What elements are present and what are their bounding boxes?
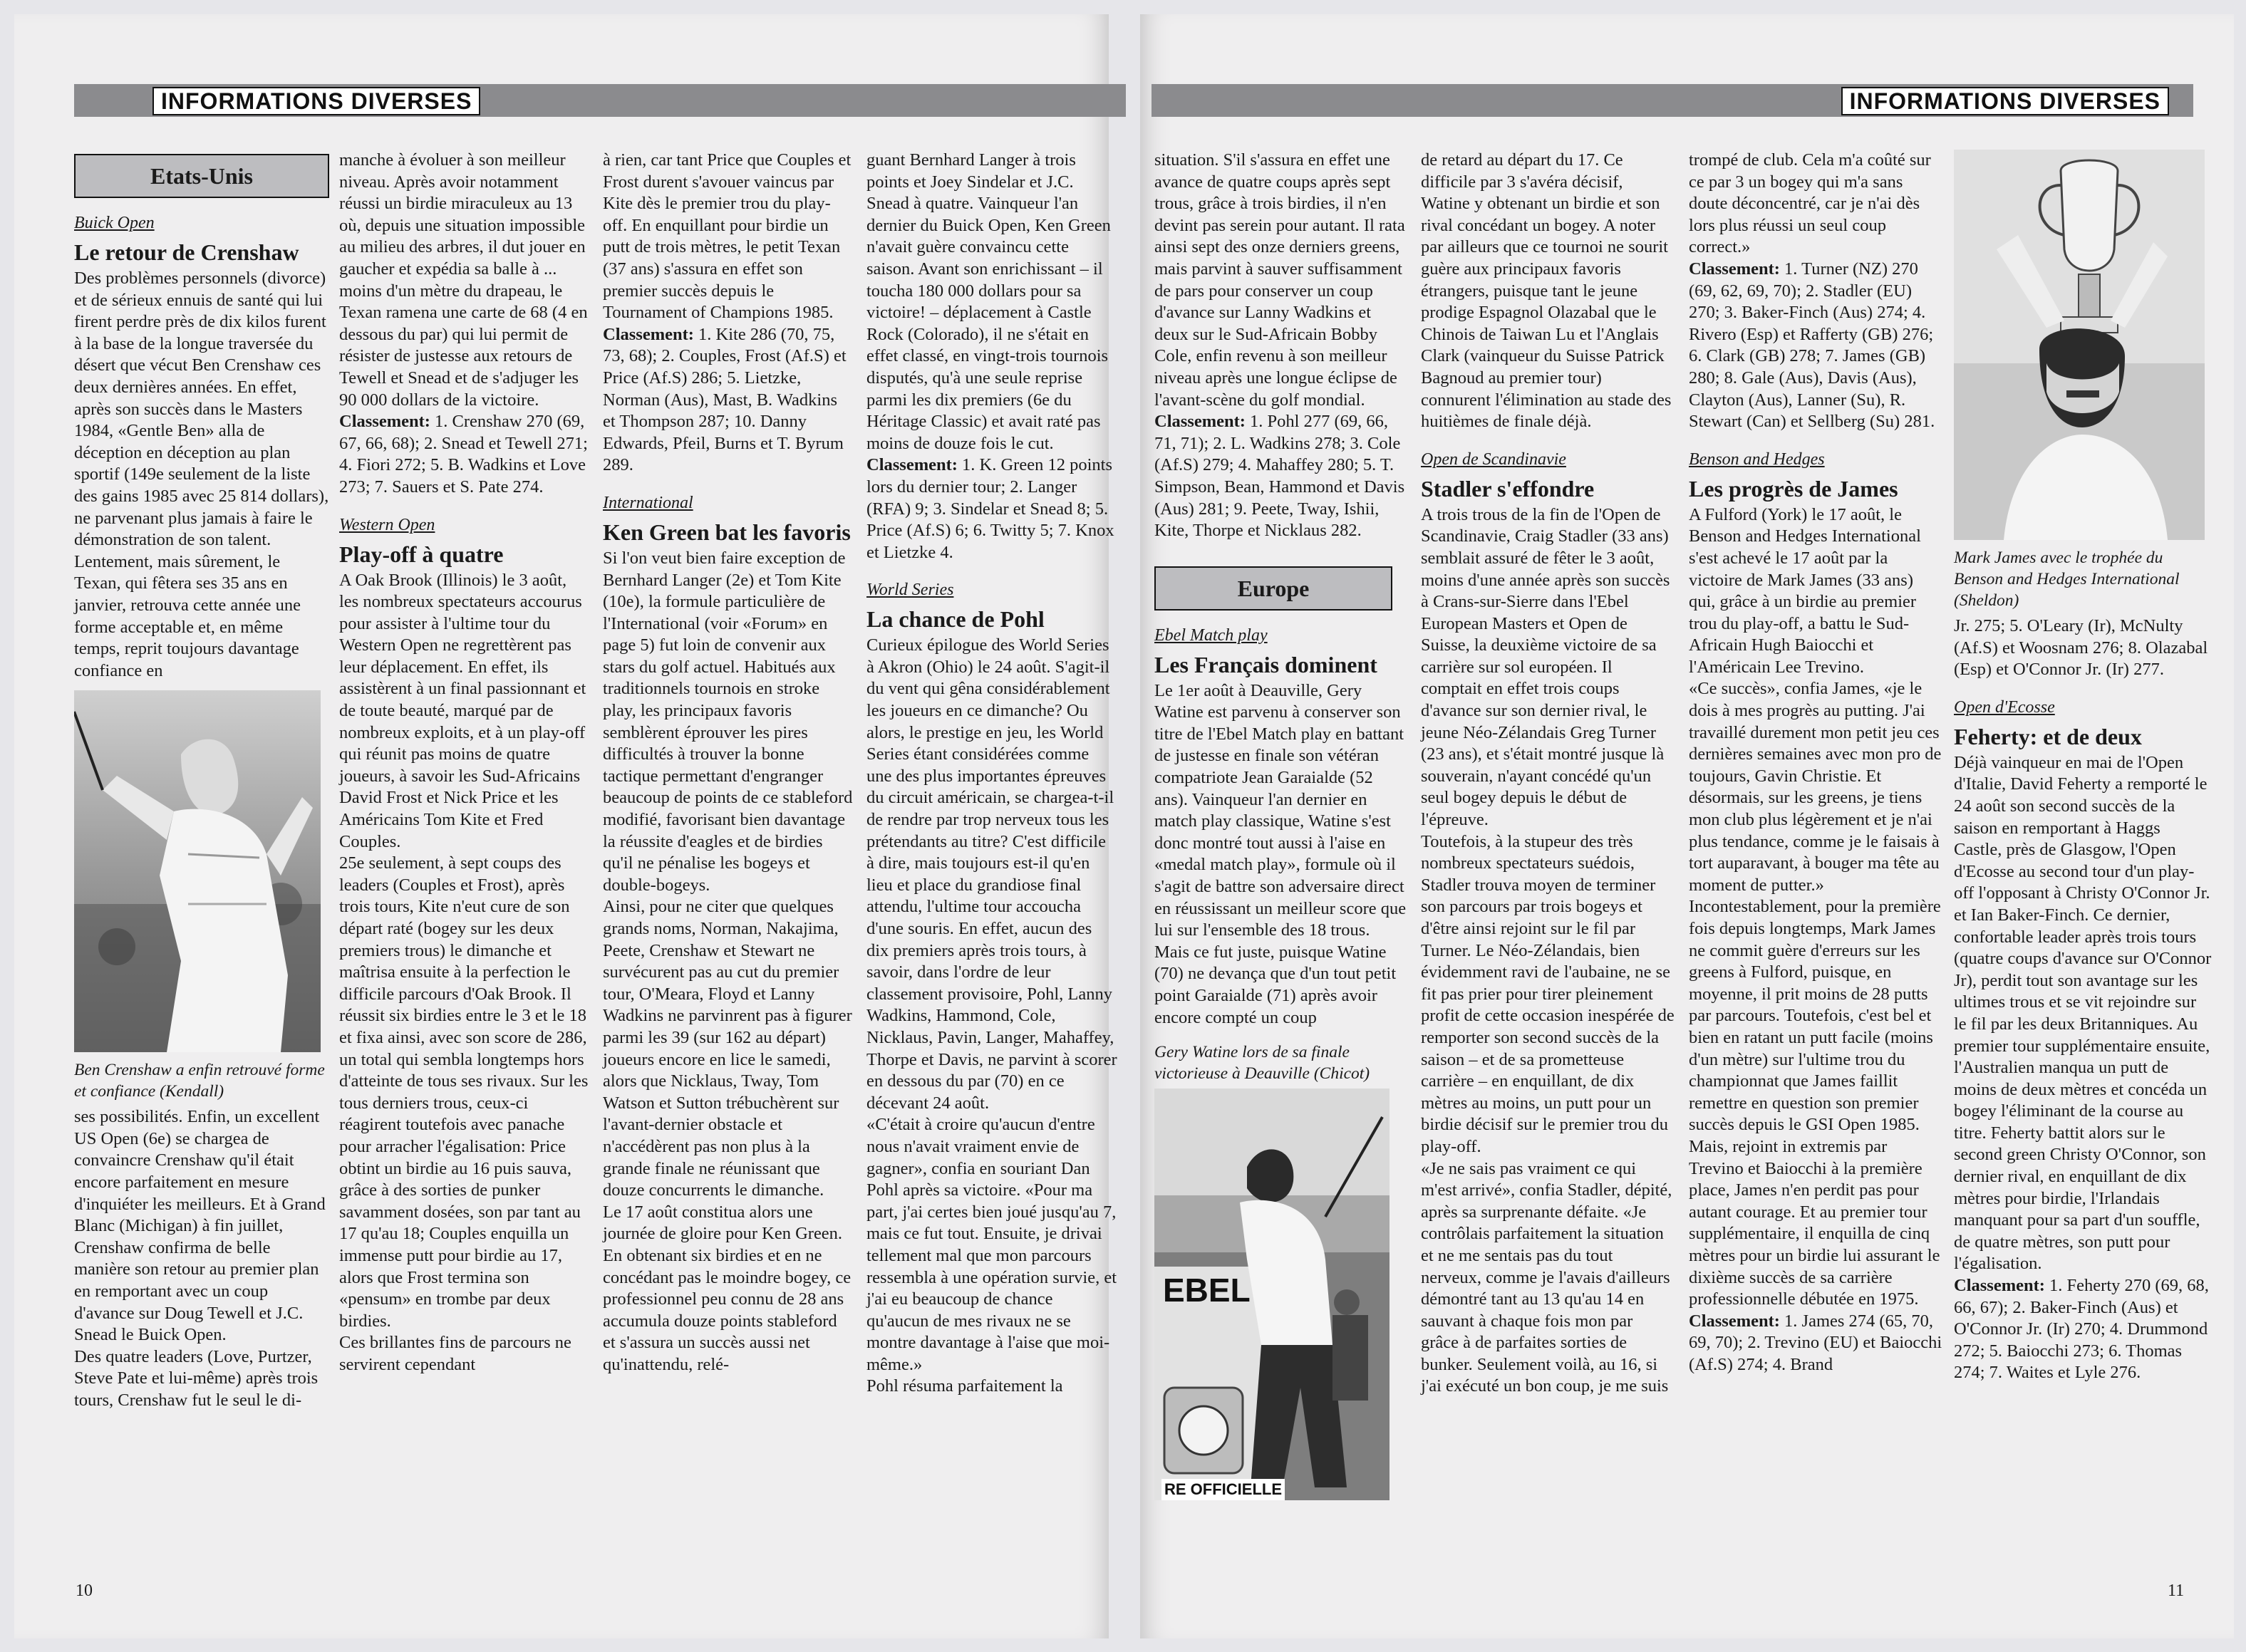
paragraph: Des problèmes personnels (divorce) et de sérieux ennuis de santé qui lui firent perdre près de dix kilos furent à la base de la longue traversée du désert que vécut Ben Crenshaw ces deux dernières années. En effet, après son succès dans le Masters 1984, «Gentle Ben» alla de déception en déception au plan sportif (149e seulement de la liste des gains 1985 avec 25 814 dollars), ne parvenant plus jamais à faire le démonstration de son talent. bbox=[74, 269, 329, 550]
ranking-label: Classement: bbox=[1154, 412, 1246, 432]
ranking-label: Classement: bbox=[1954, 1276, 2045, 1296]
column bbox=[866, 150, 1117, 1398]
trophy-photo-illustration bbox=[1954, 150, 2205, 540]
section-heading: Etats-Unis bbox=[74, 154, 329, 198]
article-headline: Feherty: et de deux bbox=[1954, 723, 2142, 749]
paragraph: A Oak Brook (Illinois) le 3 août, les nombreux spectateurs accourus pour assister à l'ultime tour du Western Open ne regrettèrent pas leur déplacement. En effet, ils assistèrent à un final passionnant et de toute beauté, marqué par de nombreux exploits, et à un play-off qui réunit pas moins de quatre joueurs, à savoir les Sud-Africains David Frost et Nick Price et les Américains Tom Kite et Fred Couples. bbox=[339, 570, 586, 851]
photo-crenshaw bbox=[74, 690, 321, 1052]
paragraph: trompé de club. Cela m'a coûté sur ce par 3 un bogey qui m'a sans doute déconcentré, car je n'ai dès lors plus réussi un seul coup correct.» bbox=[1689, 150, 1931, 257]
paragraph: Le 17 août constitua alors une journée de gloire pour Ken Green. En obtenant six birdies et en ne concédant pas le moindre bogey, ce professionnel peu connu de 28 ans accumula douze points stableford et s'assura un succès aussi net qu'inattendu, relé- bbox=[603, 1202, 852, 1374]
page-right bbox=[1140, 14, 2234, 1638]
paragraph: situation. S'il s'assura en effet une avance de quatre coups après sept trous, grâce à trois birdies, il n'en devint pas serein pour autant. Il rata ainsi sept des onze derniers greens, mais parvint à sauver suffisamment de pars pour conserver un coup d'avance sur Lanny Wadkins et deux sur le Sud-Africain Bobby Cole, enfin revenu à son meilleur niveau après une longue éclipse de l'avant-scène du golf mondial. bbox=[1154, 150, 1405, 410]
article-kicker: Open d'Ecosse bbox=[1954, 697, 2055, 717]
paragraph: Toutefois, à la stupeur des très nombreux spectateurs suédois, Stadler trouva moyen de terminer son parcours par trois bogeys et d'être ainsi rejoint sur le fil par Turner. Le Néo-Zélandais, bien évidemment ravi de l'aubaine, ne se fit pas prier pour tirer pleinement profit de cette occasion inespérée de remporter son second succès de la saison – et de sa prometteuse carrière – en enquillant, de dix mètres au moins, un putt pour un birdie décisif sur le premier trou du play-off. bbox=[1421, 831, 1675, 1156]
banner-label: INFORMATIONS DIVERSES bbox=[1841, 87, 2169, 115]
ranking-paragraph bbox=[603, 324, 854, 477]
article-headline: Play-off à quatre bbox=[339, 541, 504, 567]
photo-sign-text: RE OFFICIELLE bbox=[1161, 1479, 1285, 1500]
ranking-text: 1. Feherty 270 (69, 68, 66, 67); 2. Baker-Finch (Aus) et O'Connor Jr. (Ir) 270; 4. Drummond 272; 5. Baiocchi 273; 6. Thomas 274; 7. Waites et Lyle 276. bbox=[1954, 1276, 2209, 1383]
page-left bbox=[14, 14, 1117, 1638]
column bbox=[74, 150, 329, 1412]
paragraph: «Ce succès», confia James, «je le dois à mes progrès au putting. J'ai travaillé durement mon petit jeu ces dernières semaines avec mon pro de toujours, Gavin Christie. Et désormais, sur les greens, je tiens mon club plus légèrement et je n'ai plus tendance, comme je le faisais à tort auparavant, à bouger ma tête au moment de putter.» bbox=[1689, 679, 1942, 895]
article-kicker: Open de Scandinavie bbox=[1421, 450, 1566, 469]
ranking-paragraph bbox=[1689, 259, 1942, 433]
column bbox=[1421, 150, 1675, 1398]
article-headline: Les progrès de James bbox=[1689, 475, 1898, 502]
photo-sign-text: EBEL bbox=[1163, 1272, 1251, 1309]
column bbox=[1689, 150, 1942, 1376]
paragraph: Pohl résuma parfaitement la bbox=[866, 1376, 1063, 1396]
paragraph: Ainsi, pour ne citer que quelques grands noms, Norman, Nakajima, Peete, Crenshaw et Stewart ne survécurent pas au cut du premier tour, O'Meara, Floyd et Lanny Wadkins ne parvinrent pas à figurer parmi les 39 (sur 162 au départ) joueurs encore en lice le samedi, alors que Nicklaus, Tway, Tom Watson et Sutton trébuchèrent sur l'avant-dernier obstacle et n'accédèrent pas non plus à la grande finale ne réunissant que douze concurrents le dimanche. bbox=[603, 897, 852, 1200]
ranking-paragraph bbox=[1954, 1275, 2212, 1384]
paragraph: Ces brillantes fins de parcours ne servirent cependant bbox=[339, 1333, 571, 1374]
ranking-text: 1. Turner (NZ) 270 (69, 62, 69, 70); 2. Stadler (EU) 270; 3. Baker-Finch (Aus) 274; 4. Rivero (Esp) et Rafferty (GB) 276; 6. Clark (GB) 278; 7. James (GB) 280; 8. Gale (Aus), Davis (Aus), Clayton (Aus), Lanner (Su), R. Stewart (Can) et Sellberg (Su) 281. bbox=[1689, 259, 1935, 432]
article-kicker: Buick Open bbox=[74, 214, 155, 232]
ranking-label: Classement: bbox=[603, 324, 694, 344]
article-kicker: Ebel Match play bbox=[1154, 625, 1268, 645]
ranking-paragraph bbox=[339, 411, 590, 498]
photo-james-trophy bbox=[1954, 150, 2205, 540]
ranking-paragraph bbox=[1154, 411, 1407, 542]
photo-watine bbox=[1154, 1089, 1389, 1500]
section-banner bbox=[74, 84, 1126, 117]
paragraph: A trois trous de la fin de l'Open de Scandinavie, Craig Stadler (33 ans) semblait assuré de fêter le 3 août, moins d'une année après son succès à Crans-sur-Sierre dans l'Ebel European Masters et Open de Suisse, la deuxième victoire de sa carrière sur sol européen. Il comptait en effet trois coups d'avance sur son dernier rival, le jeune Néo-Zélandais Greg Turner (23 ans), et s'était montré jusque là souverain, n'ayant concédé qu'un seul bogey depuis le début de l'épreuve. bbox=[1421, 504, 1670, 830]
page-number: 11 bbox=[2168, 1581, 2185, 1600]
paragraph: de retard au départ du 17. Ce difficile par 3 s'avéra décisif, Watine y obtenant un birdie et son rival concédant un bogey. A noter par ailleurs que ce tournoi ne sourit guère aux principaux favoris étrangers, puisque tant le jeune prodige Espagnol Olazabal que le Chinois de Taiwan Lu et l'Anglais Clark (vainqueur du Suisse Patrick Bagnoud au premier tour) connurent l'élimination au stade des huitièmes de finale déjà. bbox=[1421, 150, 1672, 432]
column bbox=[339, 150, 590, 1376]
banner-label: INFORMATIONS DIVERSES bbox=[152, 87, 480, 115]
photo-caption: Ben Crenshaw a enfin retrouvé forme et confiance (Kendall) bbox=[74, 1061, 325, 1101]
article-headline: Stadler s'effondre bbox=[1421, 475, 1595, 502]
photo-caption: Mark James avec le trophée du Benson and Hedges International (Sheldon) bbox=[1954, 549, 2180, 610]
paragraph: Déjà vainqueur en mai de l'Open d'Italie, David Feherty a remporté le 24 août son second succès de la saison en remportant à Haggs Castle, près de Glasgow, l'Open d'Ecosse au second tour d'un play-off l'opposant à Christy O'Connor Jr. et Ian Baker-Finch. Ce dernier, confortable leader après trois tours (quatre coups d'avance sur O'Connor Jr), perdit tout son avantage sur les ultimes trous et se vit rejoindre sur le fil par les deux Britanniques. Au premier tour supplémentaire ensuite, l'Australien manqua un putt de moins de deux mètres et concéda un bogey l'éliminant de la course au titre. Feherty battit alors sur le second green Christy O'Connor, son dernier rival, en enquillant de dix mètres pour birdie, l'Irlandais manquant pour sa part d'un souffle, de quatre mètres, son putt pour l'égalisation. bbox=[1954, 752, 2212, 1274]
page-number: 10 bbox=[76, 1581, 93, 1600]
ranking-text: 1. K. Green 12 points lors du dernier tour; 2. Langer (RFA) 9; 3. Sindelar et Snead 8; 5. Price (Af.S) 6; 6. Twitty 5; 7. Knox et Lietzke 4. bbox=[866, 455, 1114, 562]
paragraph: Incontestablement, pour la première fois depuis longtemps, Mark James ne commit guère d'erreurs sur les greens à Fulford, puisque, en moyenne, il prit moins de 28 putts par parcours. Toutefois, c'est bel et bien en ratant un putt facile (moins d'un mètre) sur l'ultime trou du championnat que James faillit remettre en question son premier succès depuis le GSI Open 1985. Mais, rejoint in extremis par Trevino et Baiocchi à la première place, James n'en perdit pas pour autant courage. Et au premier tour supplémentaire, il enquilla de cinq mètres pour un birdie lui assurant le dixième succès de sa carrière professionnelle débutée en 1975. bbox=[1689, 897, 1941, 1309]
article-kicker: International bbox=[603, 493, 693, 512]
article-headline: Les Français dominent bbox=[1154, 651, 1377, 677]
article-headline: Le retour de Crenshaw bbox=[74, 239, 299, 265]
paragraph: Jr. 275; 5. O'Leary (Ir), McNulty (Af.S) et Woosnam 276; 8. Olazabal (Esp) et O'Connor Jr. (Ir) 277. bbox=[1954, 616, 2208, 680]
ranking-label: Classement: bbox=[339, 412, 430, 432]
section-banner bbox=[1152, 84, 2193, 117]
article-headline: Ken Green bat les favoris bbox=[603, 519, 851, 545]
article-headline: La chance de Pohl bbox=[866, 606, 1045, 633]
paragraph: manche à évoluer à son meilleur niveau. Après avoir notamment réussi un birdie miraculeux au 13 où, depuis une situation impossible au milieu des arbres, il dut jouer en gaucher et expédia sa balle à ... moins d'un mètre du drapeau, le Texan ramena une carte de 68 (4 en dessous du par) qui lui permit de résister de justesse aux retours de Tewell et Snead et de s'adjuger les 90 000 dollars de la victoire. bbox=[339, 150, 588, 410]
paragraph: guant Bernhard Langer à trois points et Joey Sindelar et J.C. Snead à quatre. Vainqueur l'an dernier du Buick Open, Ken Green n'avait guère convaincu cette saison. Avant son enrichissant – il toucha 180 000 dollars pour sa victoire! – déplacement à Castle Rock (Colorado), il ne s'était en effet classé, en vingt-trois tournois disputés, qu'à une seule reprise parmi les dix premiers (6e du Héritage Classic) et avait raté pas moins de douze fois le cut. bbox=[866, 150, 1111, 453]
paragraph: ses possibilités. Enfin, un excellent US Open (6e) se chargea de convaincre Crenshaw qu'il était encore parfaitement en mesure d'inquiéter les meilleurs. Et à Grand Blanc (Michigan) à fin juillet, Crenshaw confirma de belle manière son retour au premier plan en remportant avec un coup d'avance sur Doug Tewell et J.C. Snead le Buick Open. bbox=[74, 1107, 326, 1345]
paragraph: Curieux épilogue des World Series à Akron (Ohio) le 24 août. S'agit-il du vent qui gêna considérablement les joueurs en ce dimanche? Ou alors, le prestige en jeu, les World Series étant considérées comme une des plus importantes épreuves du circuit américain, se chargea-t-il de rendre par trop nerveux tous les prétendants au titre? C'est difficile à dire, mais toujours est-il qu'en lieu et place du grandiose final attendu, l'ultime tour accoucha d'une souris. En effet, aucun des dix premiers après trois tours, à savoir, dans l'ordre de leur classement provisoire, Pohl, Lanny Wadkins, Hammond, Cole, Nicklaus, Pavin, Langer, Mahaffey, Thorpe et Davis, ne parvint à scorer en dessous du par (70) en ce décevant 24 août. bbox=[866, 635, 1117, 1113]
ranking-text: 1. James 274 (65, 70, 69, 70); 2. Trevino (EU) et Baiocchi (Af.S) 274; 4. Brand bbox=[1689, 1311, 1942, 1374]
paragraph: 25e seulement, à sept coups des leaders (Couples et Frost), après trois tours, Kite n'eut cure de son départ raté (bogey sur les deux premiers trous) le dimanche et maîtrisa ensuite à la perfection le difficile parcours d'Oak Brook. Il réussit six birdies entre le 3 et le 18 et fixa ainsi, avec son score de 286, un total qui sembla longtemps hors d'atteinte de tous ses rivaux. Sur les tous derniers trous, ceux-ci réagirent toutefois avec panache pour arracher l'égalisation: Price obtint un birdie au 16 puis sauva, grâce à des sorties de punker savamment dosées, son par tant au 17 qu'au 18; Couples enquilla un immense putt pour birdie au 17, alors que Frost termina son «pensum» en trombe par deux birdies. bbox=[339, 853, 589, 1331]
ranking-text: 1. Kite 286 (70, 75, 73, 68); 2. Couples, Frost (Af.S) et Price (Af.S) 286; 5. Lietzke, Norman (Aus), Mast, B. Wadkins et Thompson 287; 10. Danny Edwards, Pfeil, Burns et T. Byrum 289. bbox=[603, 324, 847, 475]
ranking-text: 1. Crenshaw 270 (69, 67, 66, 68); 2. Snead et Tewell 271; 4. Fiori 272; 5. B. Wadkins et Love 273; 7. Sauers et S. Pate 274. bbox=[339, 412, 588, 497]
ranking-label: Classement: bbox=[866, 455, 958, 475]
paragraph: Lentement, mais sûrement, le Texan, qui fêtera ses 35 ans en janvier, retrouva cette année une forme acceptable et, en même temps, reprit toujours davantage confiance en bbox=[74, 551, 301, 680]
golfer-photo-illustration bbox=[74, 690, 321, 1052]
ranking-text: 1. Pohl 277 (69, 66, 71, 71); 2. L. Wadkins 278; 3. Cole (Af.S) 279; 4. Mahaffey 280; 5. T. Simpson, Bean, Hammond et Davis (Aus) 281; 9. Peete, Tway, Ishii, Kite, Thorpe et Nicklaus 282. bbox=[1154, 412, 1405, 541]
column bbox=[603, 150, 854, 1376]
ranking-label: Classement: bbox=[1689, 1311, 1780, 1331]
paragraph: «C'était à croire qu'aucun d'entre nous n'avait vraiment envie de gagner», confia en souriant Dan Pohl après sa victoire. «Pour ma part, j'ai certes bien joué jusqu'au 7, mais ce fut tout. Ensuite, je drivai tellement mal que mon parcours ressembla à une opération survie, et j'ai eu beaucoup de chance qu'aucun de mes rivaux ne se montre davantage à l'aise que moi-même.» bbox=[866, 1115, 1117, 1374]
paragraph: A Fulford (York) le 17 août, le Benson and Hedges International s'est achevé le 17 août par la victoire de Mark James (33 ans) qui, grâce à un birdie au premier trou du play-off, a battu le Sud-Africain Hugh Baiocchi et l'Américain Lee Trevino. bbox=[1689, 504, 1921, 677]
photo-caption: Gery Watine lors de sa finale victorieuse à Deauville (Chicot) bbox=[1154, 1043, 1370, 1084]
column bbox=[1954, 150, 2212, 1384]
column bbox=[1154, 150, 1407, 1500]
article-kicker: Western Open bbox=[339, 515, 435, 534]
section-heading: Europe bbox=[1154, 566, 1392, 611]
ranking-paragraph bbox=[1689, 1311, 1942, 1376]
paragraph: «Je ne sais pas vraiment ce qui m'est arrivé», confia Stadler, dépité, après sa surprenante défaite. «Je contrôlais parfaitement la situation et ne me sentais pas du tout nerveux, comme je l'avais d'ailleurs démontré tant au 13 qu'au 14 en sauvant à chaque fois mon par grâce à de parfaites sorties de bunker. Seulement voilà, au 16, si j'ai exécuté un bon coup, je me suis bbox=[1421, 1158, 1672, 1396]
article-kicker: Benson and Hedges bbox=[1689, 450, 1825, 469]
paragraph: Si l'on veut bien faire exception de Bernhard Langer (2e) et Tom Kite (10e), la formule particulière de l'International (voir «Forum» en page 5) fut loin de convenir aux stars du golf actuel. Habitués aux traditionnels tournois en stroke play, les principaux favoris semblèrent éprouver les pires difficultés à trouver la bonne tactique permettant d'engranger beaucoup de points de ce stableford modifié, favorisant bien davantage la réussite d'eagles et de birdies qu'il ne pénalise les bogeys et double-bogeys. bbox=[603, 548, 853, 895]
ranking-paragraph bbox=[866, 454, 1117, 563]
paragraph: Le 1er août à Deauville, Gery Watine est parvenu à conserver son titre de l'Ebel Match play en battant de justesse en finale son vétéran compatriote Jean Garaialde (52 ans). Vainqueur l'an dernier en match play classique, Watine s'est donc montré tout aussi à l'aise en «medal match play», formule où il s'agit de battre son adversaire direct en réussissant un meilleur score que lui sur l'ensemble des 18 trous. Mais ce fut juste, puisque Watine (70) ne devança que d'un tout petit point Garaialde (71) après avoir encore compté un coup bbox=[1154, 680, 1407, 1027]
paragraph: Des quatre leaders (Love, Purtzer, Steve Pate et lui-même) après trois tours, Crenshaw fut le seul le di- bbox=[74, 1346, 319, 1410]
article-kicker: World Series bbox=[866, 581, 954, 600]
ranking-label: Classement: bbox=[1689, 259, 1780, 279]
paragraph: à rien, car tant Price que Couples et Frost durent s'avouer vaincus par Kite dès le premier trou du play-off. En enquillant pour birdie un putt de trois mètres, le petit Texan (37 ans) s'assura en effet son premier succès depuis le Tournament of Champions 1985. bbox=[603, 150, 852, 323]
